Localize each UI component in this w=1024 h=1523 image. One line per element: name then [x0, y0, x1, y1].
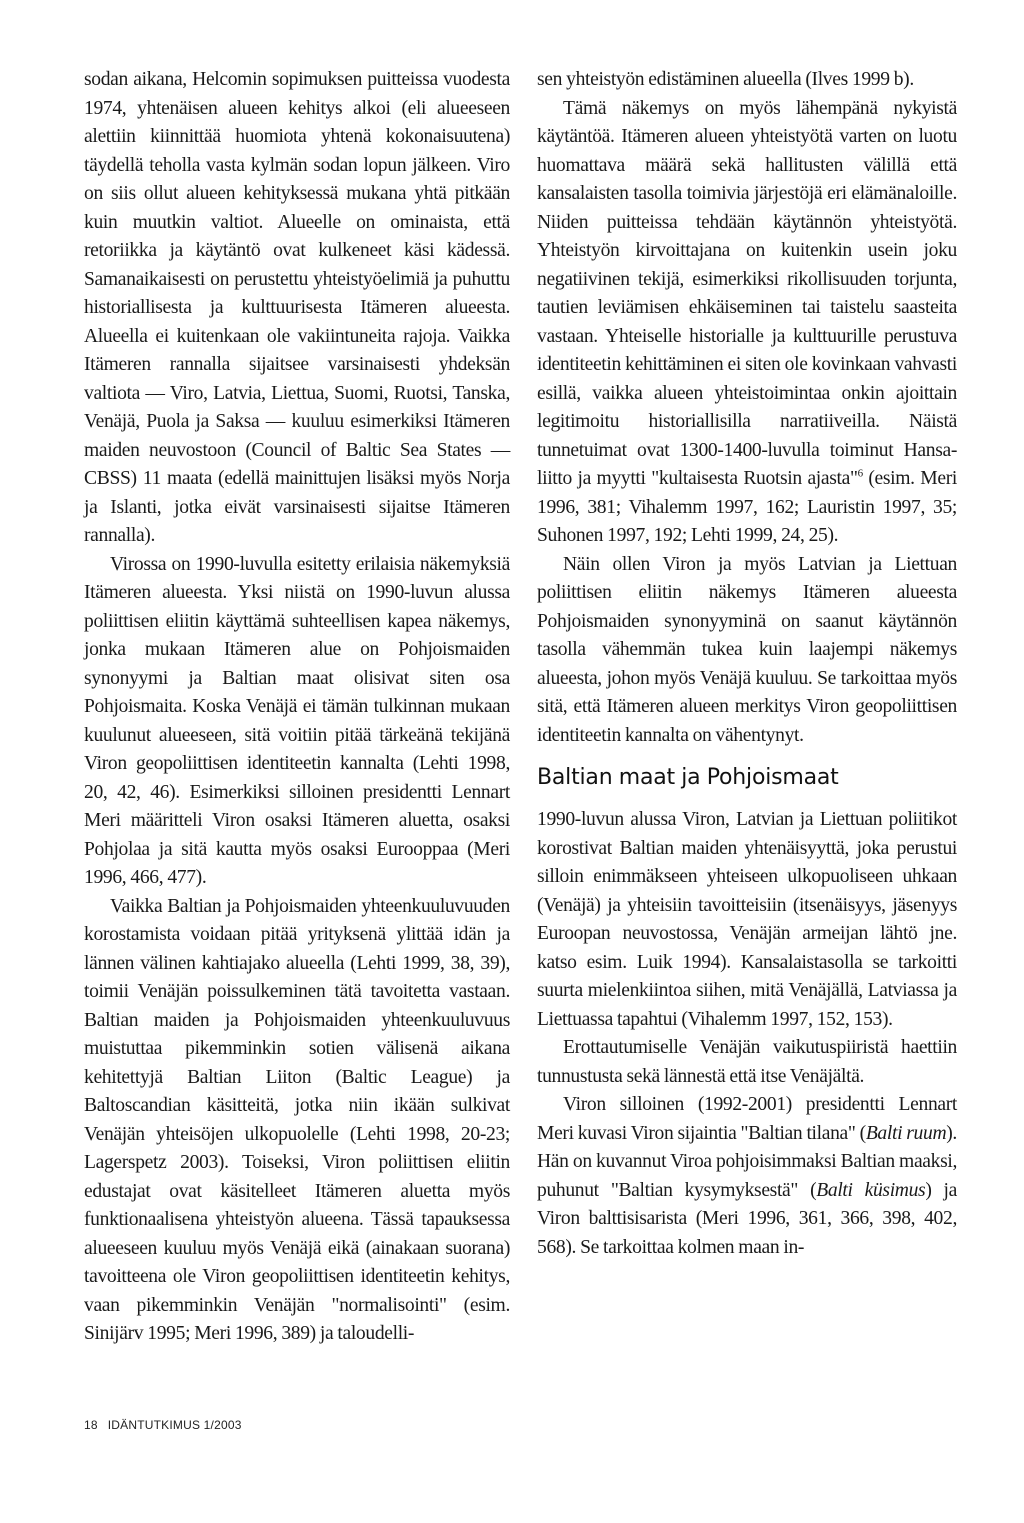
paragraph: sodan aikana, Helcomin sopimuksen puitteissa vuodesta 1974, yhtenäisen alueen kehitys alkoi (eli alueeseen alettiin kiinnittää huomiota yhtenä kokonaisuutena) täydellä teholla vasta kylmän sodan lopun jälkeen. Viro on siis ollut alueen kehityksessä mukana yhtä pitkään kuin muutkin valtiot. Alueelle on ominaista, että retoriikka ja käytäntö ovat kulkeneet käsi kädessä. Samanaikaisesti on perustettu yhteistyöelimiä ja puhuttu historiallisesta ja kulttuurisesta Itämeren alueesta. Alueella ei kuitenkaan ole vakiintuneita rajoja. Vaikka Itämeren rannalla sijaitsee varsinaisesti yhdeksän valtiota — Viro, Latvia, Liettua, Suomi, Ruotsi, Tanska, Venäjä, Puola ja Saksa — kuuluu esimerkiksi Itämeren maiden neuvostoon (Council of Baltic Sea States — CBSS) 11 maata (edellä mainittujen lisäksi myös Norja ja Islanti, jotka eivät varsinaisesti sijaitse Itämeren rannalla). [84, 69, 510, 546]
paragraph: Vaikka Baltian ja Pohjoismaiden yhteenkuuluvuuden korostamista voidaan pitää yrityksenä ylittää idän ja lännen välinen kahtiajako alueella (Lehti 1999, 38, 39), toimii Venäjän poissulkeminen tätä tavoitetta vastaan. Baltian maiden ja Pohjoismaiden yhteenkuuluvuus muistuttaa pikemminkin sotien välisenä aikana kehitettyjä Baltian Liiton (Baltic League) ja Baltoscandian käsitteitä, jotka niin ikään sulkivat Venäjän yhteisöjen ulkopuolelle (Lehti 1998, 20-23; Lagerspetz 2003). Toiseksi, Viron poliittisen eliitin edustajat ovat käsitelleet Itämeren aluetta myös funktionaalisena yhteistyön alueena. Tässä tapauksessa alueeseen kuuluu myös Venäjä eikä (ainakaan suorana) tavoitteena ole Viron geopoliittisen identiteetin kehitys, vaan pikemminkin Venäjän "normalisointi" (esim. Sinijärv 1995; Meri 1996, 389) ja taloudelli- [84, 895, 510, 1344]
paragraph-text: ). Hän on kuvannut Viroa pohjoisimmaksi Baltian maaksi, puhunut "Baltian kysymyksestä" ( [537, 1122, 957, 1201]
italic-term: Balti ruum [865, 1122, 947, 1144]
publication-name: IDÄNTUTKIMUS 1/2003 [107, 1418, 242, 1432]
paragraph-text: Viron silloinen (1992-2001) presidentti Lennart Meri kuvasi Viron sijaintia "Baltian tilana" ( [537, 1094, 957, 1144]
right-column [537, 66, 957, 1262]
paragraph-text: Tämä näkemys on myös lähempänä nykyistä käytäntöä. Itämeren alueen yhteistyötä varten on luotu huomattava määrä sekä hallitusten välillä että kansalaisten tasolla toimivia järjestöjä eri elämänaloille. Niiden puitteissa tehdään käytännön yhteistyötä. Yhteistyön kirvoittajana on kuitenkin usein joku negatiivinen tekijä, esimerkiksi rikollisuuden torjunta, tautien leviämisen ehkäiseminen tai taistelu saasteita vastaan. Yhteiselle historialle ja kulttuurille perustuva identiteetin kehittäminen ei siten ole kovinkaan vahvasti esillä, vaikka alueen yhteistoimintaa onkin ajoittain legitimoitu historiallisilla narratiiveilla. Näistä tunnetuimat ovat 1300-1400-luvulla toiminut Hansa-liitto ja myytti "kultaisesta Ruotsin ajasta" [537, 97, 957, 489]
italic-term: Balti küsimus [816, 1179, 926, 1201]
section-heading: Baltian maat ja Pohjoismaat [537, 765, 839, 790]
footnote-ref: 6 [857, 467, 863, 480]
page-footer [84, 1418, 242, 1432]
paragraph [537, 95, 957, 551]
paragraph [537, 1091, 957, 1262]
paragraph-text: (esim. Meri 1996, 381; Vihalemm 1997, 162; Lauristin 1997, 35; Suhonen 1997, 192; Lehti 1999, 24, 25). [537, 468, 957, 546]
paragraph: Erottautumiselle Venäjän vaikutuspiiristä haettiin tunnustusta sekä lännestä että itse Venäjältä. [537, 1037, 957, 1087]
paragraph-text: ) ja Viron balttisisarista (Meri 1996, 361, 366, 398, 402, 568). Se tarkoittaa kolmen maan in- [537, 1179, 957, 1258]
left-column [84, 66, 510, 1349]
paragraph: sen yhteistyön edistäminen alueella (Ilves 1999 b). [537, 69, 914, 90]
paragraph: 1990-luvun alussa Viron, Latvian ja Liettuan poliitikot korostivat Baltian maiden yhtenäisyyttä, joka perustui silloin enimmäkseen yhteiseen ulkopuoliseen uhkaan (Venäjä) ja yhteisiin tavoitteisiin (itsenäisyys, jäsenyys Euroopan neuvostossa, Venäjän armeijan lähtö jne. katso esim. Luik 1994). Kansalaistasolla se tarkoitti suurta mielenkiintoa siihen, mitä Venäjällä, Latviassa ja Liettuassa tapahtui (Vihalemm 1997, 152, 153). [537, 809, 957, 1030]
paragraph: Virossa on 1990-luvulla esitetty erilaisia näkemyksiä Itämeren alueesta. Yksi niistä on 1990-luvun alussa poliittisen eliitin käyttämä suhteellisen kapea näkemys, jonka mukaan Itämeren alue on Pohjoismaiden synonyymi ja Baltian maat olisivat siten osa Pohjoismaita. Koska Venäjä ei tämän tulkinnan mukaan kuulunut alueeseen, sitä voitiin pitää tärkeänä tekijänä Viron geopoliittisen identiteetin kannalta (Lehti 1998, 20, 42, 46). Esimerkiksi silloinen presidentti Lennart Meri määritteli Viron osaksi Itämeren aluetta, osaksi Pohjolaa ja sitä kautta myös osaksi Eurooppaa (Meri 1996, 466, 477). [84, 553, 510, 888]
paragraph: Näin ollen Viron ja myös Latvian ja Liettuan poliittisen eliitin näkemys Itämeren alueesta Pohjoismaiden synonyyminä on saanut käytännön tasolla vähemmän tukea kuin laajempi näkemys alueesta, johon myös Venäjä kuuluu. Se tarkoittaa myös sitä, että Itämeren alueen merkitys Viron geopoliittisen identiteetin kannalta on vähentynyt. [537, 553, 957, 746]
page-number: 18 [84, 1418, 98, 1432]
